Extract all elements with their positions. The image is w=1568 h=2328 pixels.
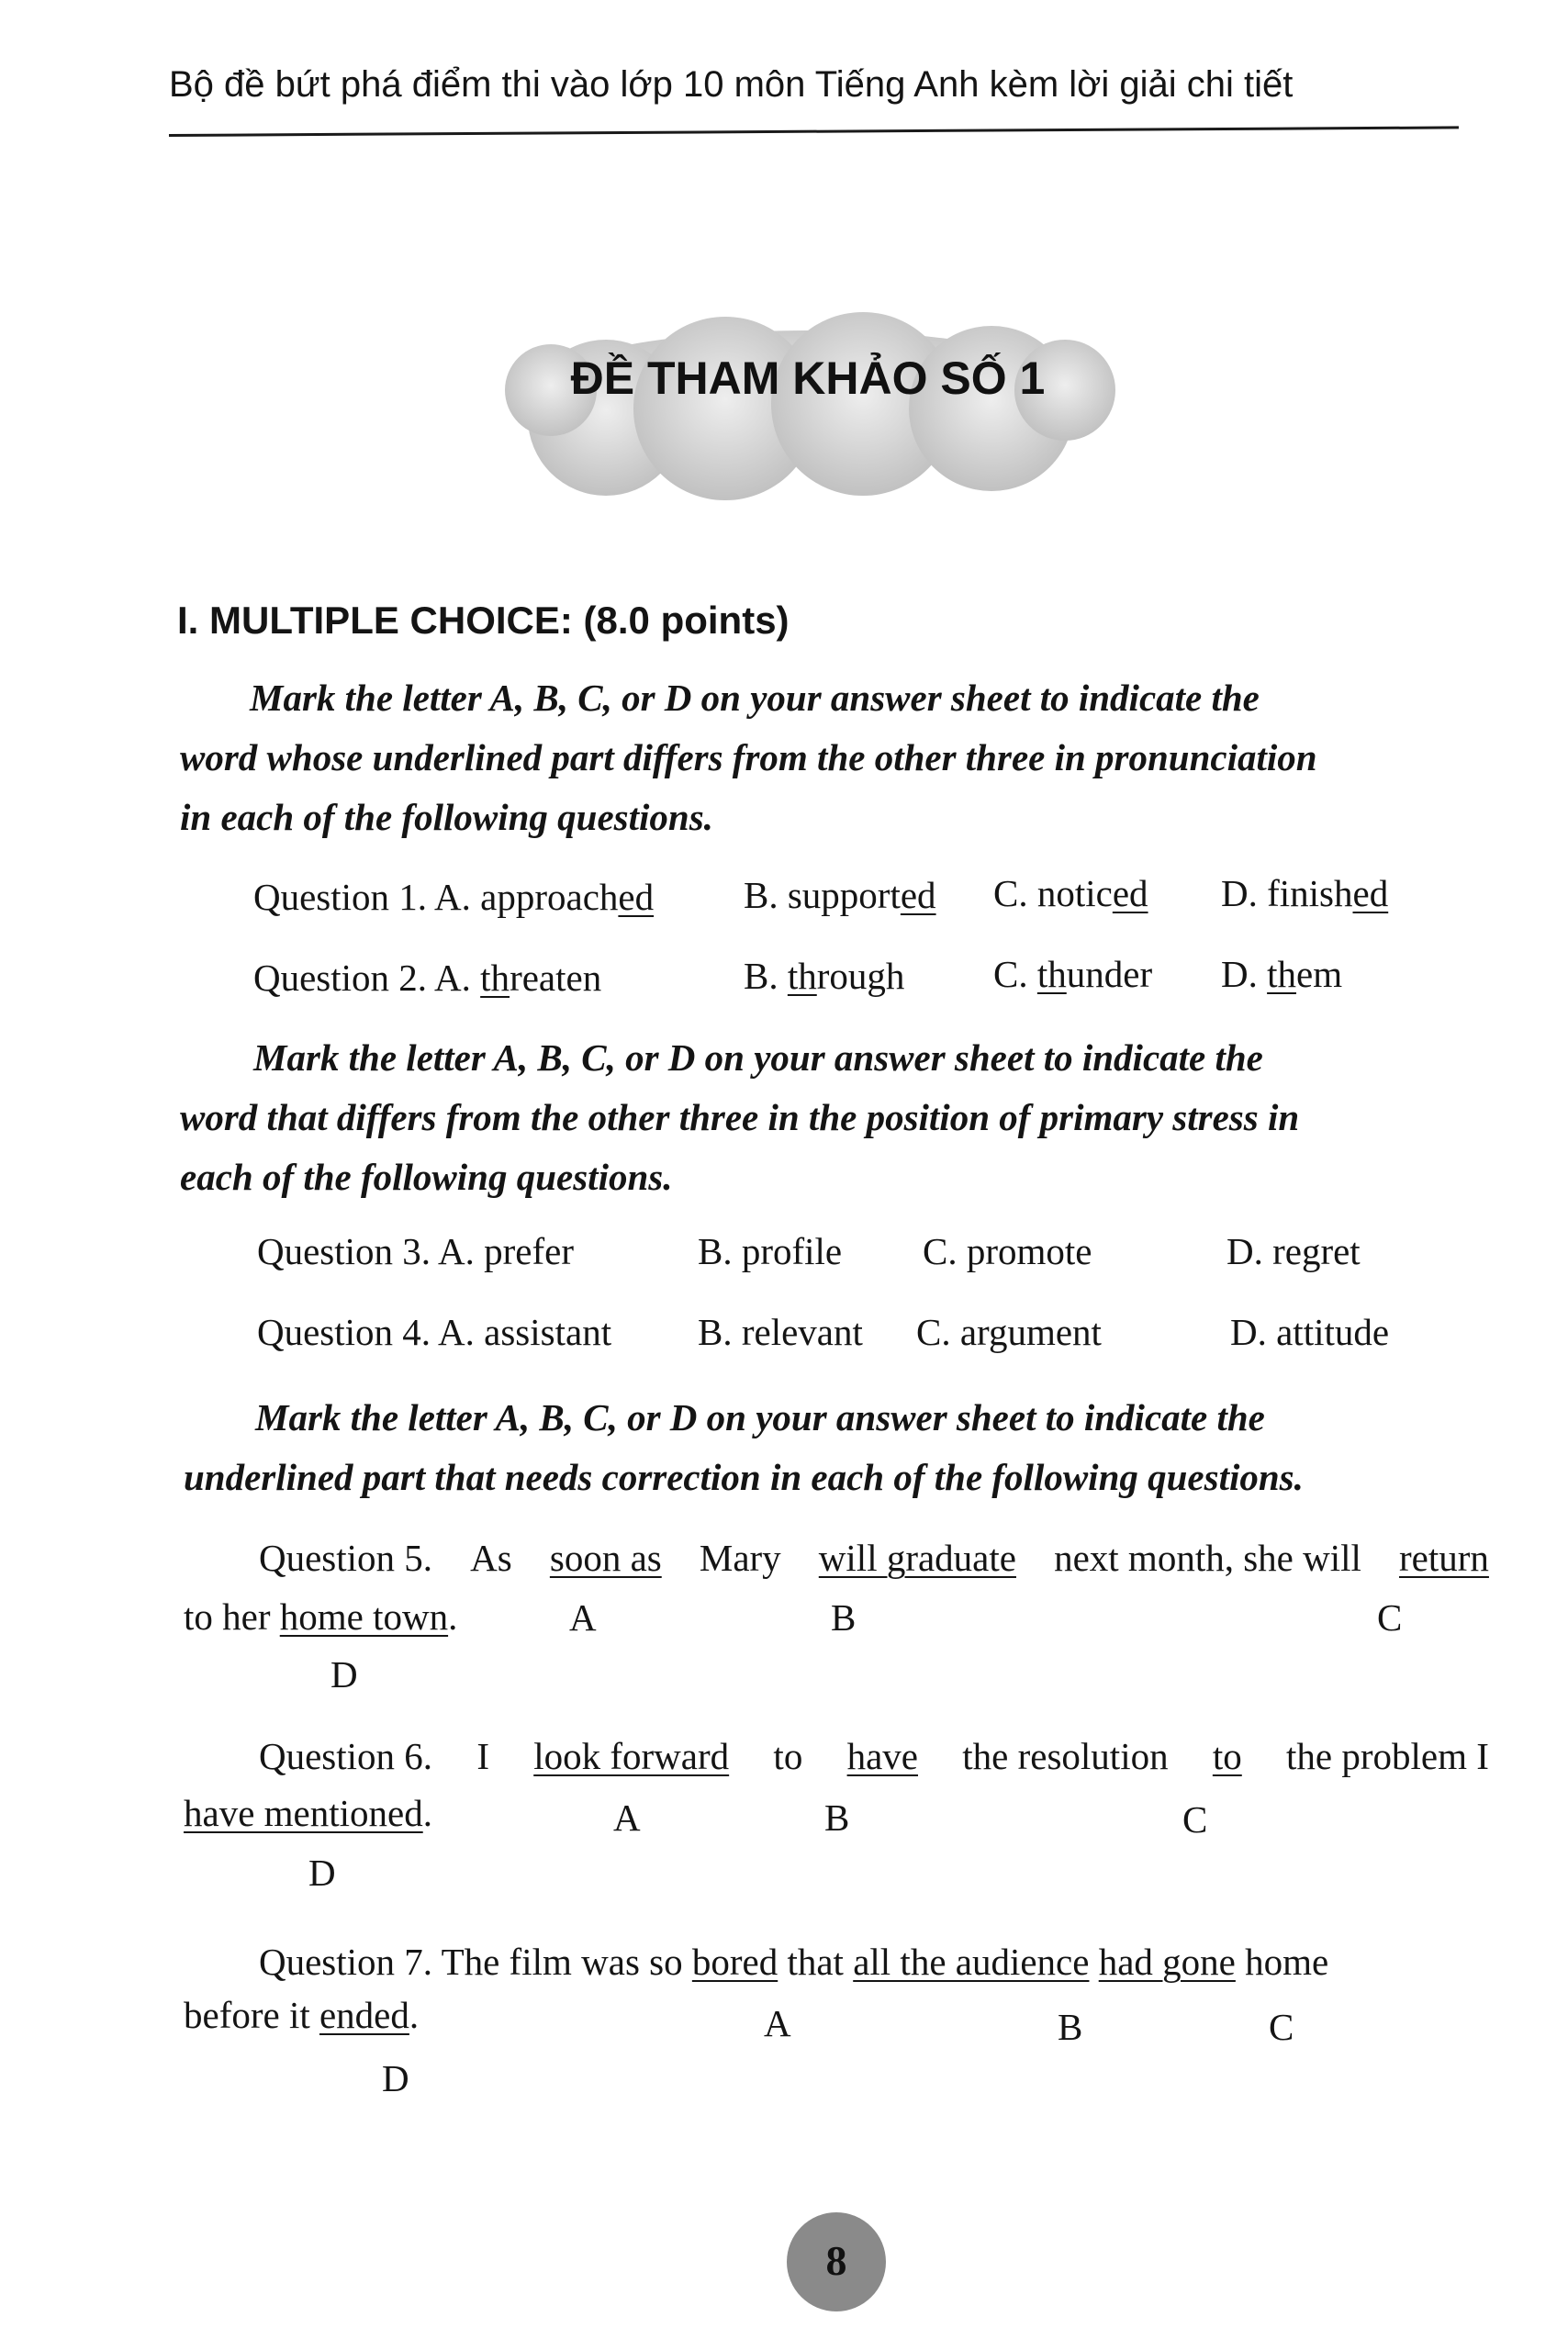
instruction-1-line-1: Mark the letter A, B, C, or D on your answer sheet to indicate the xyxy=(250,677,1260,719)
question-2-option-c: C. thunder xyxy=(993,953,1153,995)
instruction-1-line-2: word whose underlined part differs from the other three in pronunciation xyxy=(180,736,1317,778)
question-7-line-2: before it ended. xyxy=(184,1994,420,2036)
instruction-1-line-3: in each of the following questions. xyxy=(180,796,713,838)
question-6-line-2: have mentioned. xyxy=(184,1792,432,1834)
question-2-option-d: D. them xyxy=(1221,953,1343,995)
question-1-option-b: B. supported xyxy=(744,874,936,916)
question-2 xyxy=(253,955,601,1001)
underlined-part-b: all the audience xyxy=(853,1941,1090,1983)
option-a: A. assistant xyxy=(438,1311,612,1353)
answer-letter-c: C xyxy=(1269,2006,1294,2048)
question-1 xyxy=(253,874,654,920)
question-3-option-b: B. profile xyxy=(698,1230,843,1272)
underlined-part-a: look forward xyxy=(533,1735,730,1777)
underlined-part-c: had gone xyxy=(1098,1941,1236,1983)
page-number: 8 xyxy=(825,2237,847,2284)
page-number-badge xyxy=(787,2212,886,2311)
header-rule xyxy=(169,126,1459,137)
underlined-part-c: to xyxy=(1212,1735,1242,1777)
question-3-option-d: D. regret xyxy=(1226,1230,1361,1272)
question-label: Question 6. xyxy=(259,1735,433,1777)
underlined-part-d: have mentioned xyxy=(184,1792,423,1834)
underlined-part-c: return xyxy=(1399,1537,1489,1579)
answer-letter-d: D xyxy=(382,2057,409,2099)
answer-letter-a: A xyxy=(764,2002,791,2044)
question-1-option-d: D. finished xyxy=(1221,872,1389,914)
instruction-2-line-3: each of the following questions. xyxy=(180,1156,673,1198)
question-label: Question 5. xyxy=(259,1537,433,1579)
question-4-option-d: D. attitude xyxy=(1230,1311,1390,1353)
answer-letter-d: D xyxy=(308,1852,336,1894)
option-a: A. prefer xyxy=(438,1230,575,1272)
question-2-option-b: B. through xyxy=(744,955,905,997)
question-5-line-1: Question 5. As soon as Mary will graduate next month, she will return xyxy=(259,1537,1489,1579)
answer-letter-b: B xyxy=(824,1796,850,1839)
running-header: Bộ đề bứt phá điểm thi vào lớp 10 môn Tiếng Anh kèm lời giải chi tiết xyxy=(169,64,1294,105)
underlined-part-b: have xyxy=(846,1735,918,1777)
exam-title: ĐỀ THAM KHẢO SỐ 1 xyxy=(570,353,1046,404)
underlined-part-d: home town xyxy=(279,1595,449,1638)
answer-letter-b: B xyxy=(1058,2006,1083,2048)
question-1-option-c: C. noticed xyxy=(993,872,1148,914)
underlined-part-b: will graduate xyxy=(818,1537,1016,1579)
question-3-option-c: C. promote xyxy=(923,1230,1092,1272)
question-6-line-1: Question 6. I look forward to have the resolution to the problem I xyxy=(259,1735,1489,1777)
answer-letter-d: D xyxy=(330,1653,358,1696)
question-4 xyxy=(257,1309,611,1355)
underlined-part-a: soon as xyxy=(549,1537,662,1579)
title-badge xyxy=(496,298,1120,509)
underlined-part-a: bored xyxy=(691,1941,778,1983)
question-label: Question 7. xyxy=(259,1941,433,1983)
question-label: Question 3. xyxy=(257,1230,431,1272)
question-4-option-c: C. argument xyxy=(916,1311,1102,1353)
instruction-3-line-2: underlined part that needs correction in each of the following questions. xyxy=(184,1456,1304,1498)
question-4-option-b: B. relevant xyxy=(698,1311,863,1353)
question-3 xyxy=(257,1228,574,1274)
question-5-line-2: to her home town. xyxy=(184,1595,458,1638)
underlined-part-d: ended xyxy=(319,1994,409,2036)
question-label: Question 2. xyxy=(253,957,428,999)
instruction-2-line-1: Mark the letter A, B, C, or D on your answer sheet to indicate the xyxy=(253,1036,1263,1079)
option-a: A. approached xyxy=(434,876,655,918)
instruction-2-line-2: word that differs from the other three in the position of primary stress in xyxy=(180,1096,1300,1138)
instruction-3-line-1: Mark the letter A, B, C, or D on your answer sheet to indicate the xyxy=(255,1396,1265,1438)
question-label: Question 1. xyxy=(253,876,428,918)
answer-letter-c: C xyxy=(1182,1798,1208,1841)
answer-letter-a: A xyxy=(569,1596,597,1639)
option-a: A. threaten xyxy=(434,957,602,999)
answer-letter-b: B xyxy=(831,1596,857,1639)
question-label: Question 4. xyxy=(257,1311,431,1353)
question-7-line-1: Question 7. The film was so bored that all the audience had gone home xyxy=(259,1941,1329,1983)
answer-letter-a: A xyxy=(613,1796,641,1839)
section-heading: I. MULTIPLE CHOICE: (8.0 points) xyxy=(177,599,790,642)
answer-letter-c: C xyxy=(1377,1596,1403,1639)
